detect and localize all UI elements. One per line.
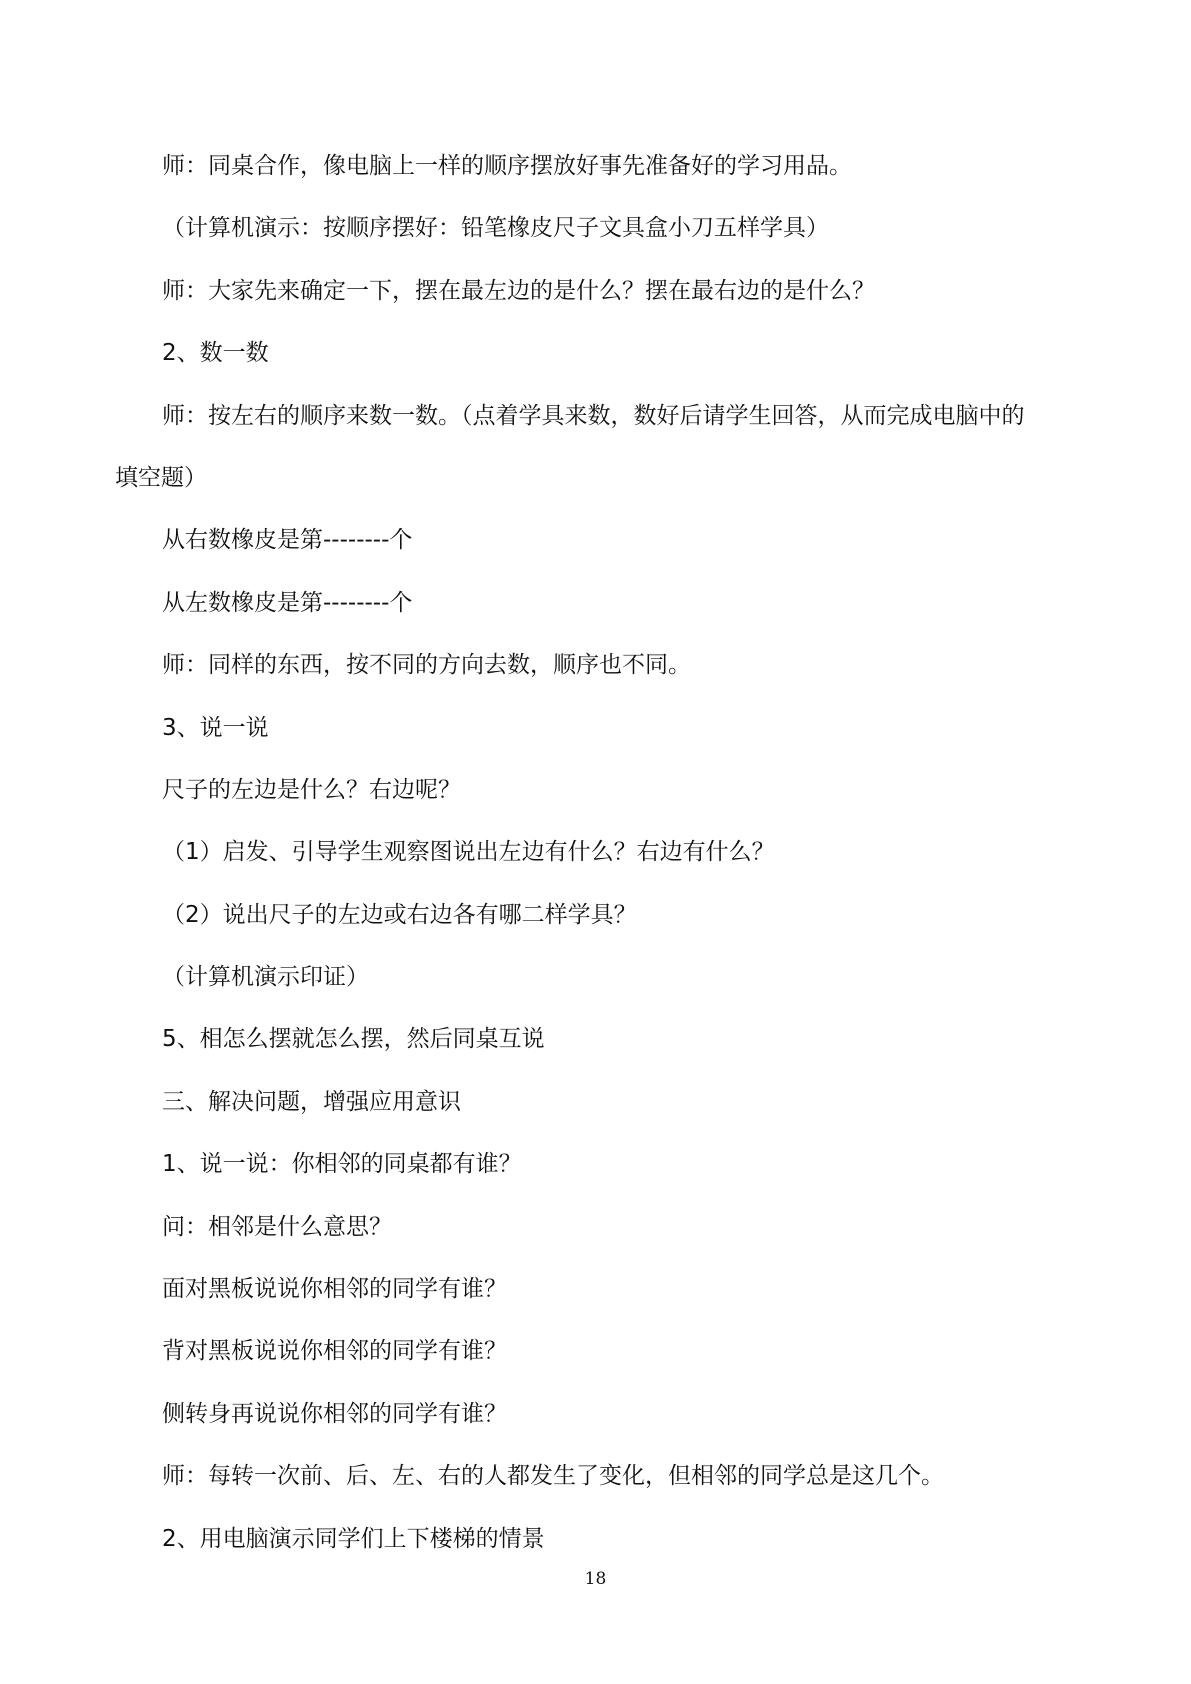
text-line: 师：同样的东西，按不同的方向去数，顺序也不同。 [162, 652, 691, 679]
text-line: 问：相邻是什么意思？ [162, 1213, 392, 1240]
text-line: 三、解决问题，增强应用意识 [162, 1088, 461, 1115]
text-line: 2、用电脑演示同学们上下楼梯的情景 [162, 1525, 545, 1552]
text-line: 1、说一说：你相邻的同桌都有谁？ [162, 1151, 522, 1178]
text-line: 师：大家先来确定一下，摆在最左边的是什么？摆在最右边的是什么？ [162, 277, 875, 304]
text-line: 师：同桌合作，像电脑上一样的顺序摆放好事先准备好的学习用品。 [162, 153, 852, 179]
text-line: （1）启发、引导学生观察图说出左边有什么？右边有什么？ [162, 839, 775, 866]
text-line: 师：按左右的顺序来数一数。（点着学具来数，数好后请学生回答，从而完成电脑中的 [162, 402, 1025, 429]
text-line: （2）说出尺子的左边或右边各有哪二样学具？ [162, 901, 637, 928]
text-line: （计算机演示：按顺序摆好：铅笔橡皮尺子文具盒小刀五样学具） [162, 215, 829, 242]
page-number: 18 [584, 1569, 607, 1589]
text-line: 填空题） [115, 464, 207, 491]
text-line: 侧转身再说说你相邻的同学有谁？ [162, 1400, 507, 1427]
text-line: 从右数橡皮是第--------个 [162, 527, 413, 554]
text-line: 师：每转一次前、后、左、右的人都发生了变化，但相邻的同学总是这几个。 [162, 1463, 944, 1490]
text-line: 面对黑板说说你相邻的同学有谁？ [162, 1276, 507, 1303]
text-line: 尺子的左边是什么？右边呢？ [162, 776, 461, 803]
text-line: 3、说一说 [162, 714, 269, 741]
text-line: 从左数橡皮是第--------个 [162, 589, 413, 616]
text-line: 背对黑板说说你相邻的同学有谁？ [162, 1338, 507, 1365]
document-body [115, 135, 1090, 1570]
text-line: 2、数一数 [162, 340, 269, 367]
text-line: 5、相怎么摆就怎么摆，然后同桌互说 [162, 1026, 545, 1053]
text-line: （计算机演示印证） [162, 964, 369, 991]
